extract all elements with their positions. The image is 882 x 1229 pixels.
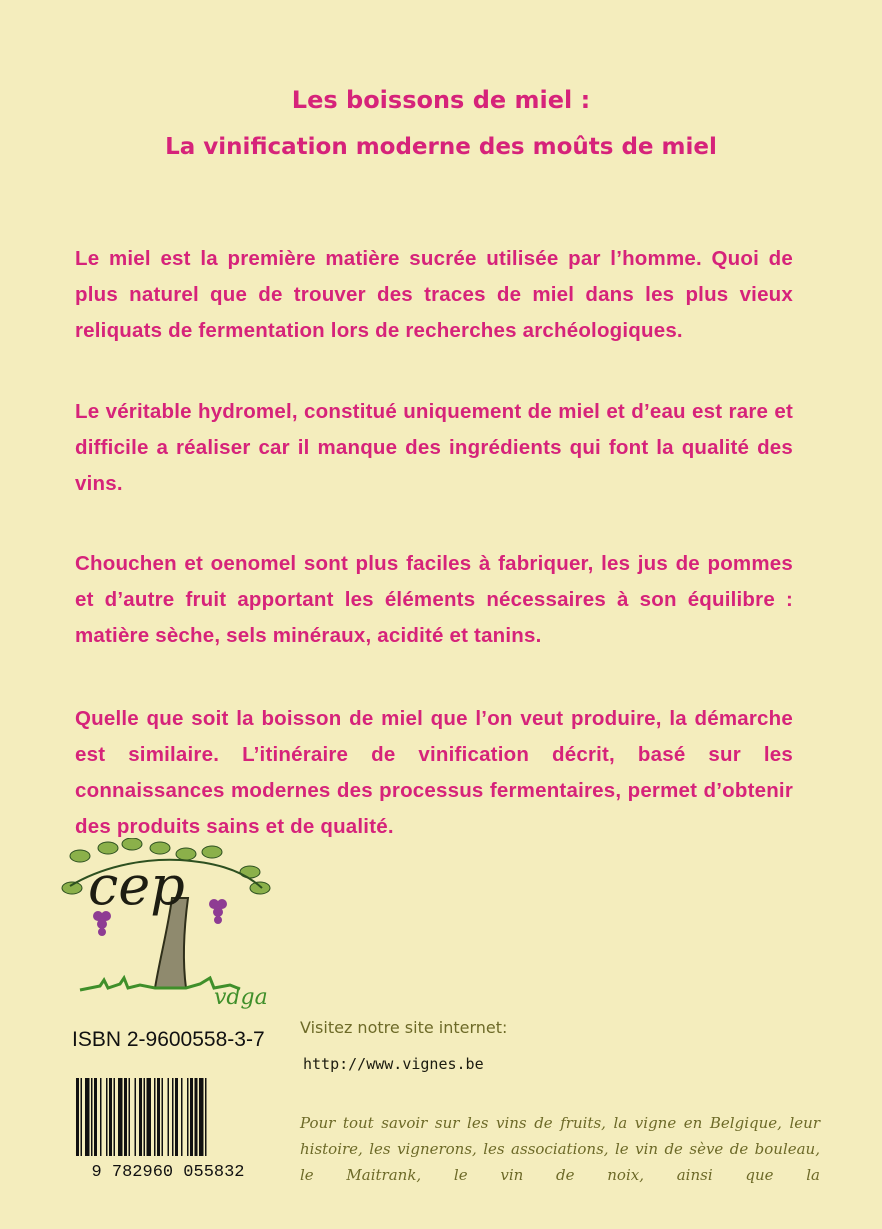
- paragraph-1: Le miel est la première matière sucrée utilisée par l’homme. Quoi de plus naturel que de trouver des traces de miel dans les plus vieux reliquats de fermentation lors de recherches archéologiques.: [75, 247, 793, 342]
- barcode-bar: [144, 1078, 146, 1156]
- barcode-bar: [85, 1078, 90, 1156]
- barcode-bar: [181, 1078, 183, 1156]
- barcode-bar: [81, 1078, 83, 1156]
- paragraph-3: Chouchen et oenomel sont plus faciles à fabriquer, les jus de pommes et d’autre fruit apportant les éléments nécessaires à son équilibre : matière sèche, sels minéraux, acidité et tanins.: [75, 552, 793, 647]
- book-title: Les boissons de miel :: [291, 86, 591, 114]
- barcode-bar: [139, 1078, 142, 1156]
- barcode-bar: [175, 1078, 178, 1156]
- barcode-bar: [162, 1078, 164, 1156]
- barcode-bar: [195, 1078, 198, 1156]
- barcode-bar: [114, 1078, 116, 1156]
- barcode-bar: [91, 1078, 93, 1156]
- isbn-label: ISBN 2-9600558-3-7: [72, 1028, 265, 1051]
- barcode-bar: [118, 1078, 123, 1156]
- barcode-bar: [168, 1078, 170, 1156]
- barcode-bar: [94, 1078, 97, 1156]
- paragraph-4: Quelle que soit la boisson de miel que l’on veut produire, la démarche est similaire. L’itinéraire de vinification décrit, basé sur les connaissances modernes des processus fermentaires, permet d’obtenir des produits sains et de qualité.: [75, 707, 793, 838]
- cep-vdga-logo: [60, 838, 290, 1028]
- logo-text: cep: [88, 854, 185, 917]
- logo-subtext: vdga: [214, 985, 268, 1010]
- barcode-number: 9 782960 055832: [91, 1163, 245, 1178]
- barcode-bar: [147, 1078, 152, 1156]
- barcode-bar: [129, 1078, 131, 1156]
- barcode-bar: [109, 1078, 112, 1156]
- barcode-bar: [172, 1078, 174, 1156]
- barcode-bar: [157, 1078, 160, 1156]
- barcode-bar: [190, 1078, 193, 1156]
- barcode-bar: [199, 1078, 204, 1156]
- barcode-bar: [100, 1078, 102, 1156]
- website-label: Visitez notre site internet:: [300, 1018, 508, 1037]
- barcode: [68, 1078, 268, 1178]
- barcode-bar: [154, 1078, 156, 1156]
- website-url[interactable]: http://www.vignes.be: [303, 1055, 484, 1073]
- barcode-bar: [135, 1078, 137, 1156]
- barcode-bar: [124, 1078, 127, 1156]
- book-subtitle: La vinification moderne des moûts de miel: [165, 134, 717, 160]
- barcode-bar: [187, 1078, 189, 1156]
- barcode-bar: [76, 1078, 79, 1156]
- description: Pour tout savoir sur les vins de fruits, la vigne en Belgique, leur histoire, les vignerons, les associations, le vin de sève de bouleau, le Maitrank, le vin de noix, ainsi que la: [300, 1114, 820, 1184]
- paragraph-2: Le véritable hydromel, constitué uniquement de miel et d’eau est rare et difficile a réaliser car il manque des ingrédients qui font la qualité des vins.: [75, 400, 793, 495]
- barcode-bar: [106, 1078, 108, 1156]
- barcode-bar: [205, 1078, 207, 1156]
